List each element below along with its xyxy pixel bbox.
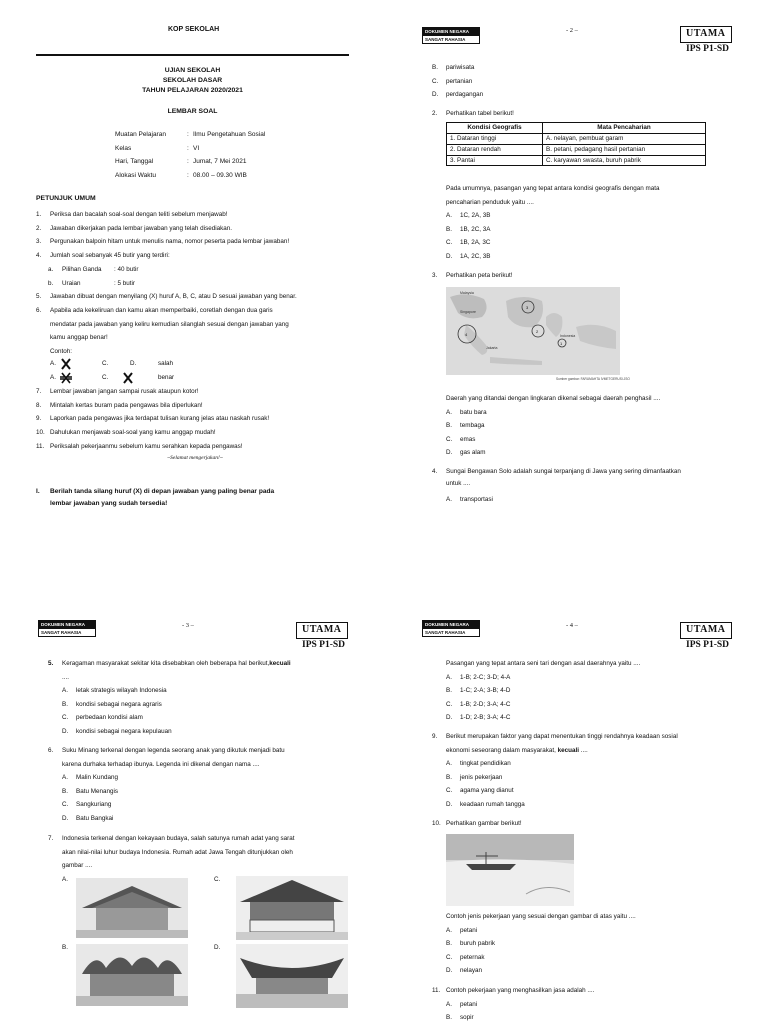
q10-text: Contoh jenis pekerjaan yang sesuai dengan gambar di atas yaitu .... A. petani B. buruh pabrik C. peternak D. nelayan — [446, 910, 736, 978]
option: A. tingkat pendidikan — [446, 760, 511, 767]
indonesia-map — [446, 287, 620, 375]
list-item: 10. Dahulukan menjawab soal-soal yang kamu anggap mudah! — [36, 429, 216, 437]
rumah-adat-a-image — [76, 878, 188, 938]
ips-label: IPS P1-SD — [686, 44, 730, 54]
option: D. perdagangan — [432, 91, 484, 98]
doc-badge: DOKUMEN NEGARA SANGAT RAHASIA — [38, 620, 96, 637]
page-number: - 3 – — [182, 622, 194, 629]
q7-label-d: D. — [214, 944, 221, 951]
list-item: 2. Jawaban dikerjakan pada lembar jawaban yang telah disediakan. — [36, 224, 233, 232]
table-row: 3. Pantai C. karyawan swasta, buruh pabrik — [447, 155, 706, 166]
contoh-label: Contoh: — [50, 348, 73, 356]
title-line-2: SEKOLAH DASAR — [162, 77, 223, 84]
sub-item: b. Uraian : 5 butir — [48, 279, 135, 287]
map-circle-label: 2 — [536, 329, 539, 334]
option: C. Sangkuriang — [62, 801, 112, 808]
option: B. 1B, 2C, 3A — [446, 225, 491, 233]
info-row: Kelas : VI — [115, 144, 200, 152]
option: B. pariwisata — [432, 64, 475, 71]
option: B. tembaga — [446, 422, 485, 429]
petunjuk-title: PETUNJUK UMUM — [36, 195, 96, 202]
q9: 9. Berikut merupakan faktor yang dapat menentukan tinggi rendahnya keadaan sosial ekonomi seseorang dalam masyarakat, kecuali .... A. tingkat pendidikan B. jenis pekerjaan C. agama yang dianut D. keadaan rumah tangga — [432, 730, 737, 811]
option: D. 1A, 2C, 3B — [446, 252, 491, 260]
option: D. 1-D; 2-B; 3-A; 4-C — [446, 714, 511, 721]
map-label-malaysia: Malaysia — [460, 291, 474, 295]
lembar-soal-title: LEMBAR SOAL — [167, 108, 218, 115]
page-3 — [0, 512, 384, 1024]
option: A. 1C, 2A, 3B — [446, 212, 491, 219]
list-item: 6. Apabila ada kekeliruan dan kamu akan memperbaiki, coretlah dengan dua garis — [36, 306, 273, 314]
option: D. keadaan rumah tangga — [446, 800, 525, 808]
list-item: 8. Mintalah kertas buram pada pengawas bila diperlukan! — [36, 401, 203, 409]
info-row: Hari, Tanggal : Jumat, 7 Mei 2021 — [115, 158, 247, 165]
ips-label: IPS P1-SD — [686, 640, 730, 650]
page-number: - 4 – — [566, 622, 578, 629]
ips-label: IPS P1-SD — [302, 640, 346, 650]
q3-text: Daerah yang ditandai dengan lingkaran dikenal sebagai daerah penghasil .... A. batu bara B. tembaga C. emas D. gas alam — [446, 392, 716, 460]
option: D. nelayan — [446, 967, 483, 974]
q2-text: Pada umumnya, pasangan yang tepat antara kondisi geografis dengan mata pencaharian penduduk yaitu .... A. 1C, 2A, 3B B. 1B, 2C, 3A C. 1B, 2A, 3C D. 1A, 2C, 3B — [446, 182, 716, 263]
info-row: Alokasi Waktu : 08.00 – 09.30 WIB — [115, 171, 247, 179]
q1-options-rest — [432, 61, 483, 102]
list-item-cont: kamu anggap benar! — [50, 334, 108, 342]
q2-stem: 2. Perhatikan tabel berikut! — [432, 110, 514, 117]
geografis-table — [446, 122, 706, 166]
q4: 4. Sungai Bengawan Solo adalah sungai terpanjang di Jawa yang sering dimanfaatkan untuk .... — [432, 468, 681, 487]
page-2 — [384, 0, 768, 512]
selamat-text: ~Selamat mengerjakan!~ — [167, 455, 223, 461]
q3-stem: 3. Perhatikan peta berikut! — [432, 272, 513, 279]
map-circle-label: 3 — [526, 305, 529, 310]
page-1 — [0, 0, 384, 512]
option: A. transportasi — [446, 496, 493, 503]
option: D. Batu Bangkai — [62, 814, 114, 822]
option: A. 1-B; 2-C; 3-D; 4-A — [446, 673, 511, 681]
list-item: 3. Pergunakan balpoin hitam untuk menulis nama, nomor peserta pada lembar jawaban! — [36, 238, 290, 246]
q5: 5. Keragaman masyarakat sekitar kita disebabkan oleh beberapa hal berikut, kecuali .... A. letak strategis wilayah Indonesia B. kondisi sebagai negara agraris C. perbedaan kondisi alam D. kondisi sebagai negara kepulauan — [48, 657, 353, 738]
list-item: 9. Laporkan pada pengawas jika terdapat tulisan kurang jelas atau naskah rusak! — [36, 415, 270, 423]
list-item: 4. Jumlah soal sebanyak 45 butir yang terdiri: — [36, 252, 170, 260]
contoh-row-salah: A. C. D. salah — [50, 358, 250, 370]
page-number: - 2 – — [566, 27, 578, 34]
option: C. 1B, 2A, 3C — [446, 239, 491, 246]
option: C. peternak — [446, 953, 485, 961]
rumah-adat-c-image — [236, 876, 348, 940]
map-circle-label: 4 — [465, 332, 468, 337]
table-header-row: Kondisi Geografis Mata Pencaharian — [447, 123, 706, 134]
option: D. gas alam — [446, 449, 486, 456]
option: C. agama yang dianut — [446, 787, 514, 794]
option: A. letak strategis wilayah Indonesia — [62, 687, 167, 694]
table-row: 2. Dataran rendah B. petani, pedagang hasil pertanian — [447, 144, 706, 155]
contoh-row-benar: A. C. benar — [50, 372, 250, 384]
option: C. pertanian — [432, 77, 473, 85]
info-row: Muatan Pelajaran : Ilmu Pengetahuan Sosial — [115, 131, 266, 138]
option: B. Batu Menangis — [62, 787, 119, 795]
option: A. batu bara — [446, 408, 487, 416]
rumah-adat-d-image — [236, 944, 348, 1008]
q4-options — [446, 493, 646, 507]
rumah-adat-b-image — [76, 944, 188, 1006]
option: A. petani — [446, 1000, 478, 1008]
option: C. 1-B; 2-D; 3-A; 4-C — [446, 700, 511, 708]
utama-box: UTAMA — [296, 622, 348, 639]
option: B. sopir — [446, 1014, 474, 1021]
petunjuk-list-2 — [36, 385, 352, 454]
header-rule — [36, 54, 349, 56]
option: B. 1-C; 2-A; 3-B; 4-D — [446, 687, 511, 694]
table-row: 1. Dataran tinggi A. nelayan, pembuat garam — [447, 133, 706, 144]
section-1-instruction: I. Berilah tanda silang huruf (X) di depan jawaban yang paling benar pada lembar jawaban yang sudah tersedia! — [36, 488, 275, 507]
nelayan-boat-image — [446, 834, 574, 906]
kop-sekolah: KOP SEKOLAH — [168, 26, 220, 33]
q7-label-c: C. — [214, 876, 221, 883]
map-label-singapore: Singapore — [460, 310, 476, 314]
q11: 11. Contoh pekerjaan yang menghasilkan jasa adalah .... A. petani B. sopir — [432, 984, 737, 1024]
title-line-1: UJIAN SEKOLAH — [164, 67, 221, 74]
option: B. kondisi sebagai negara agraris — [62, 700, 162, 708]
q6: 6. Suku Minang terkenal dengan legenda seorang anak yang dikutuk menjadi batu karena durhaka terhadap ibunya. Legenda ini dikenal dengan nama .... A. Malin Kundang B. Batu Menangis C. Sangkuriang D. Batu Bangkai — [48, 744, 353, 825]
map-source: Sumber gambar: FARUMAHTA IVMETGERUSI.JSO — [556, 377, 630, 381]
q7-label-b: B. — [62, 944, 68, 951]
exam-title — [120, 66, 265, 96]
map-label-jakarta: Jakarta — [486, 346, 498, 350]
option: C. perbedaan kondisi alam — [62, 714, 143, 721]
list-item: 7. Lembar jawaban jangan sampai rusak ataupun kotor! — [36, 388, 199, 395]
option: B. buruh pabrik — [446, 940, 496, 947]
sub-item: a. Pilihan Ganda : 40 butir — [48, 265, 139, 273]
option: C. emas — [446, 435, 476, 443]
option: A. Malin Kundang — [62, 774, 119, 781]
utama-box: UTAMA — [680, 26, 732, 43]
cross-icon — [122, 372, 134, 384]
page-4 — [384, 512, 768, 1024]
doc-badge: DOKUMEN NEGARA SANGAT RAHASIA — [422, 620, 480, 637]
list-item: 5. Jawaban dibuat dengan menyilang (X) huruf A, B, C, atau D sesuai jawaban yang benar. — [36, 293, 297, 301]
q10-stem: 10. Perhatikan gambar berikut! — [432, 820, 522, 827]
map-label-indonesia: Indonesia — [560, 334, 576, 338]
list-item-cont: mendatar pada jawaban yang keliru kemudian silanglah sesuai dengan jawaban yang — [50, 320, 289, 328]
list-item: 11. Periksalah pekerjaanmu sebelum kamu serahkan kepada pengawas! — [36, 442, 243, 450]
exam-info — [115, 128, 265, 182]
option: B. jenis pekerjaan — [446, 773, 503, 781]
q7: 7. Indonesia terkenal dengan kekayaan budaya, salah satunya rumah adat yang sarat akan nilai-nilai luhur budaya Indonesia. Rumah adat Jawa Tengah ditunjukkan oleh gambar .... — [48, 835, 295, 869]
petunjuk-list — [36, 208, 352, 359]
option: A. petani — [446, 926, 478, 934]
q7-label-a: A. — [62, 876, 68, 883]
option: D. kondisi sebagai negara kepulauan — [62, 727, 172, 735]
title-line-3: TAHUN PELAJARAN 2020/2021 — [142, 87, 243, 94]
map-circle-label: 1 — [560, 341, 563, 346]
q8: Pasangan yang tepat antara seni tari dengan asal daerahnya yaitu .... A. 1-B; 2-C; 3-D; 4-A B. 1-C; 2-A; 3-B; 4-D C. 1-B; 2-D; 3-A; 4-C D. 1-D; 2-B; 3-A; 4-C — [446, 657, 736, 725]
doc-badge: DOKUMEN NEGARA SANGAT RAHASIA — [422, 27, 480, 44]
crossed-out-icon — [60, 372, 72, 384]
cross-icon — [60, 358, 72, 370]
list-item: 1. Periksa dan bacalah soal-soal dengan teliti sebelum menjawab! — [36, 211, 228, 218]
section-number: I. — [36, 488, 40, 495]
utama-box: UTAMA — [680, 622, 732, 639]
